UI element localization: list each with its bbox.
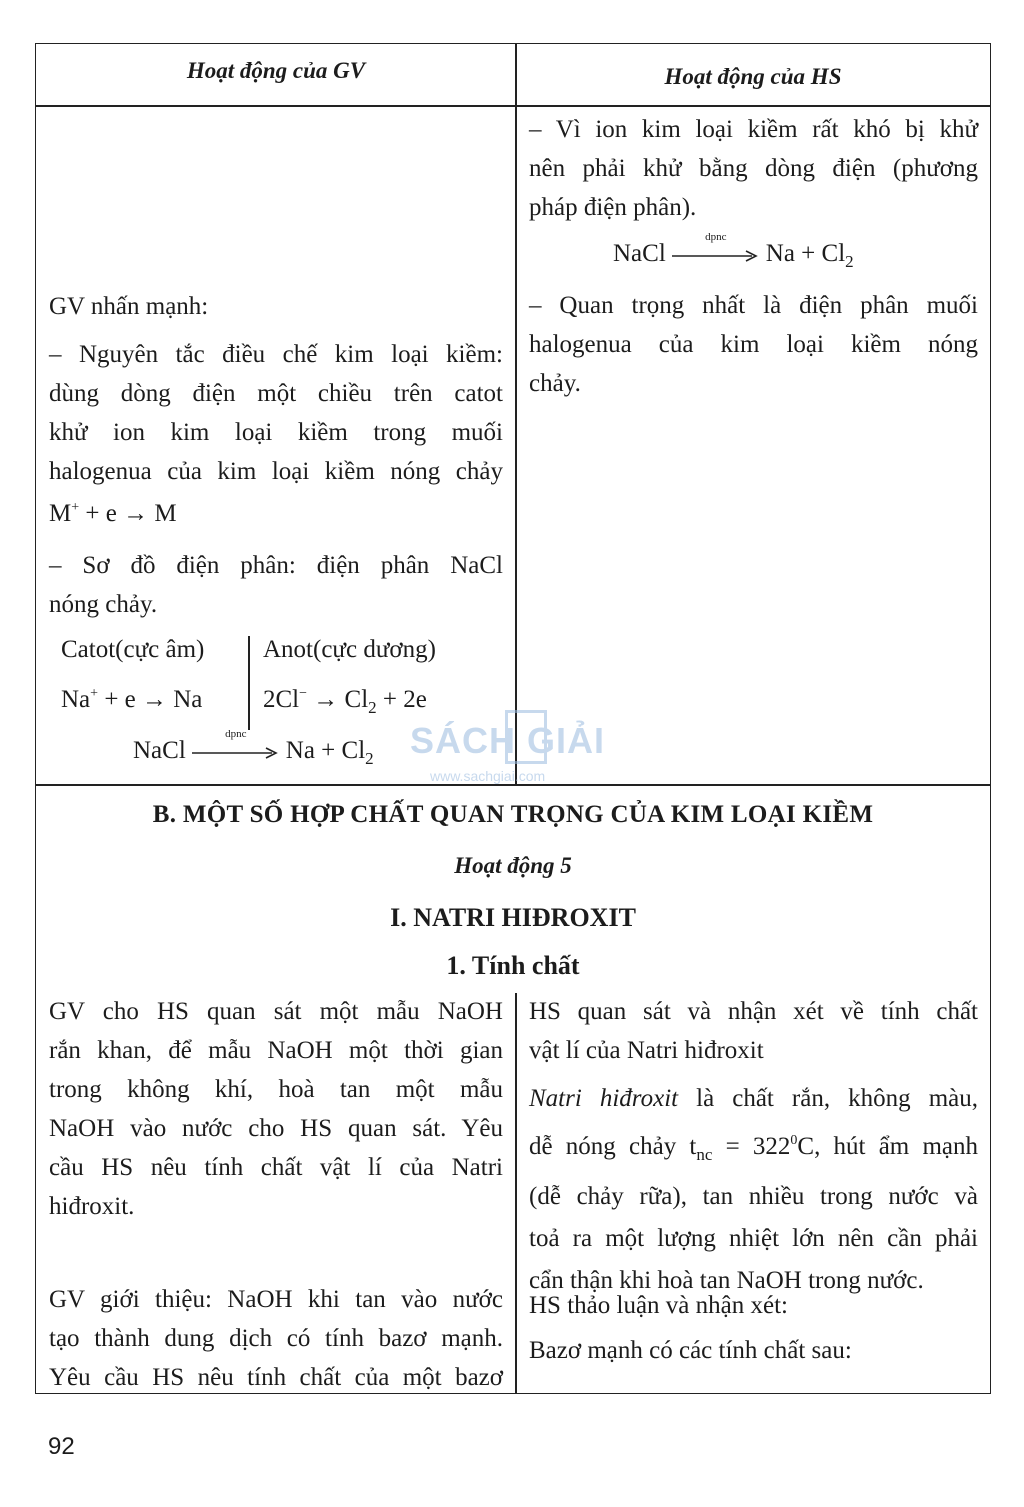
page-number: 92 <box>48 1433 75 1460</box>
hs-electrolysis-equation: NaCl dpnc $Na + Cl_2$ <box>613 231 854 271</box>
gv-emphasis-intro: GV nhấn mạnh: <box>49 293 209 320</box>
subsection-title: I. NATRI HIĐROXIT <box>390 903 636 932</box>
anode-label: Anot(cực dương) <box>263 636 436 663</box>
activity-heading: Hoạt động 5 <box>454 853 572 878</box>
gv-naoh-observation: GV cho HS quan sát một mẫu NaOH rắn khan, để mẫu NaOH một thời gian trong không khí, hoà tan một mẫu NaOH vào nước cho HS quan sát. Yêu cầu HS nêu tính chất vật lí của Natri hiđroxit. <box>49 998 503 1220</box>
gv-preparation-principle: – Nguyên tắc điều chế kim loại kiềm: dùng dòng điện một chiều trên catot khử ion kim loại kiềm trong muối halogenua của kim loại kiềm nóng chảy <box>49 341 503 485</box>
hs-discussion: HS thảo luận và nhận xét: <box>529 1292 788 1319</box>
watermark-logo: SÁCH GIẢI www.sachgiai.com <box>410 708 610 788</box>
reaction-arrow-icon: dpnc <box>672 245 760 265</box>
hs-naoh-observation: HS quan sát và nhận xét về tính chất vật lí của Natri hiđroxit <box>529 998 978 1064</box>
anode-reaction: $2Cl^- \to Cl_2 + 2e$ <box>263 686 427 717</box>
scheme-divider <box>248 636 250 730</box>
gv-naoh-introduction: GV giới thiệu: NaOH khi tan vào nước tạo thành dung dịch có tính bazơ mạnh. Yêu cầu HS nêu tính chất của một bazơ <box>49 1286 503 1391</box>
gv-reduction-reaction: M+ + e → M <box>49 500 177 527</box>
subsubsection-title: 1. Tính chất <box>446 951 580 980</box>
cathode-reaction: Na+ + e → Na <box>61 686 203 713</box>
reaction-arrow-icon: dpnc <box>192 742 280 762</box>
column-divider-bottom <box>515 993 517 1394</box>
header-divider <box>35 105 991 107</box>
hs-paragraph-electrolysis-reason: – Vì ion kim loại kiềm rất khó bị khử nên phải khử bằng dòng điện (phương pháp điện phân). <box>529 116 978 221</box>
gv-electrolysis-equation: NaCl dpnc $Na + Cl_2$ <box>133 728 374 768</box>
cathode-label: Catot(cực âm) <box>61 636 205 663</box>
hs-column-header: Hoạt động của HS <box>664 64 842 89</box>
gv-electrolysis-scheme: – Sơ đồ điện phân: điện phân NaCl nóng chảy. <box>49 552 503 618</box>
hs-naoh-properties: Natri hiđroxit là chất rắn, không màu, dễ nóng chảy $t_{nc} = 322^0C$, hút ẩm mạnh (dễ chảy rữa), tan nhiều trong nước và toả ra một lượng nhiệt lớn nên cần phải cẩn thận khi hoà tan NaOH trong nước. <box>529 1085 978 1294</box>
hs-paragraph-halogenide: – Quan trọng nhất là điện phân muối halogenua của kim loại kiềm nóng chảy. <box>529 292 978 397</box>
hs-strong-base-properties: Bazơ mạnh có các tính chất sau: <box>529 1337 852 1364</box>
section-title: B. MỘT SỐ HỢP CHẤT QUAN TRỌNG CỦA KIM LOẠI KIỀM <box>152 801 874 828</box>
column-divider-top <box>515 43 517 785</box>
gv-column-header: Hoạt động của GV <box>186 58 366 83</box>
